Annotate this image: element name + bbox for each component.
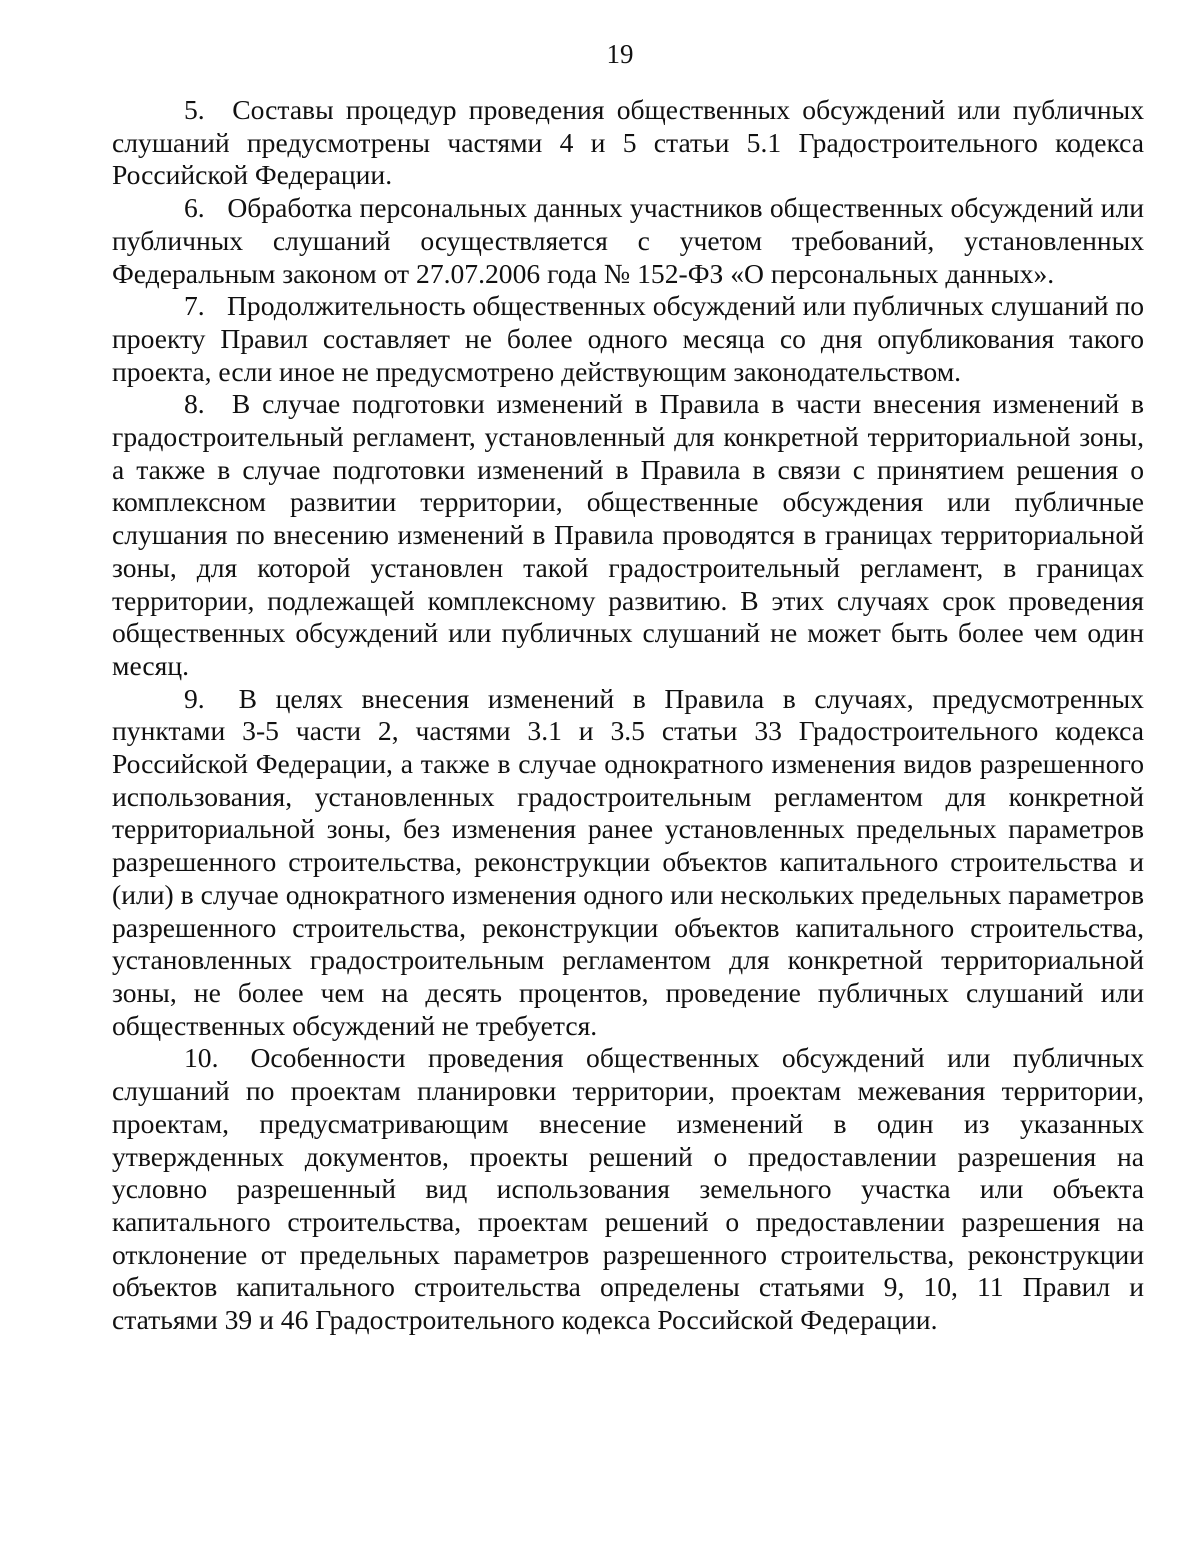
paragraph-8 (112, 388, 1144, 682)
paragraph-text: В целях внесения изменений в Правила в случаях, предусмотренных пунктами 3-5 части 2, частями 3.1 и 3.5 статьи 33 Градостроительного кодекса Российской Федерации, а также в случае однократного изменения видов разрешенного использования, установленных градостроительным регламентом для конкретной территориальной зоны, без изменения ранее установленных предельных параметров разрешенного строительства, реконструкции объектов капитального строительства и (или) в случае однократного изменения одного или нескольких предельных параметров разрешенного строительства, реконструкции объектов капитального строительства, установленных градостроительным регламентом для конкретной территориальной зоны, не более чем на десять процентов, проведение публичных слушаний или общественных обсуждений не требуется. (112, 682, 1144, 1041)
document-body (112, 94, 1144, 1337)
paragraph-number: 5. (184, 94, 205, 125)
paragraph-number: 7. (184, 290, 205, 322)
paragraph-text: В случае подготовки изменений в Правила в части внесения изменений в градостроительный регламент, установленный для конкретной территориальной зоны, а также в случае подготовки изменений в Правила в связи с принятием решения о комплексном развитии территории, общественные обсуждения или публичные слушания по внесению изменений в Правила проводятся в границах территориальной зоны, для которой установлен такой градостроительный регламент, в границах территории, подлежащей комплексному развитию. В этих случаях срок проведения общественных обсуждений или публичных слушаний не может быть более чем один месяц. (112, 388, 1144, 681)
paragraph-text: Составы процедур проведения общественных обсуждений или публичных слушаний предусмотрены частями 4 и 5 статьи 5.1 Градостроительного кодекса Российской Федерации. (112, 94, 1145, 191)
paragraph-10 (112, 1042, 1144, 1336)
paragraph-text: Продолжительность общественных обсуждений или публичных слушаний по проекту Правил составляет не более одного месяца со дня опубликования такого проекта, если иное не предусмотрено действующим законодательством. (112, 290, 1144, 387)
paragraph-7 (112, 290, 1144, 388)
paragraph-5 (112, 94, 1144, 192)
paragraph-9 (112, 683, 1144, 1043)
page-number: 19 (606, 39, 634, 69)
paragraph-number: 8. (184, 388, 205, 420)
paragraph-number: 9. (184, 682, 205, 714)
paragraph-number: 6. (184, 192, 205, 224)
paragraph-text: Обработка персональных данных участников общественных обсуждений или публичных слушаний осуществляется с учетом требований, установленных Федеральным законом от 27.07.2006 года № 152-ФЗ «О персональных данных». (112, 192, 1144, 289)
paragraph-text: Особенности проведения общественных обсуждений или публичных слушаний по проектам планировки территории, проектам межевания территории, проектам, предусматривающим внесение изменений в один из указанных утвержденных документов, проекты решений о предоставлении разрешения на условно разрешенный вид использования земельного участка или объекта капитального строительства, проектам решений о предоставлении разрешения на отклонение от предельных параметров разрешенного строительства, реконструкции объектов капитального строительства определены статьями 9, 10, 11 Правил и статьями 39 и 46 Градостроительного кодекса Российской Федерации. (112, 1042, 1144, 1336)
paragraph-6 (112, 192, 1144, 290)
paragraph-number: 10. (184, 1042, 219, 1074)
